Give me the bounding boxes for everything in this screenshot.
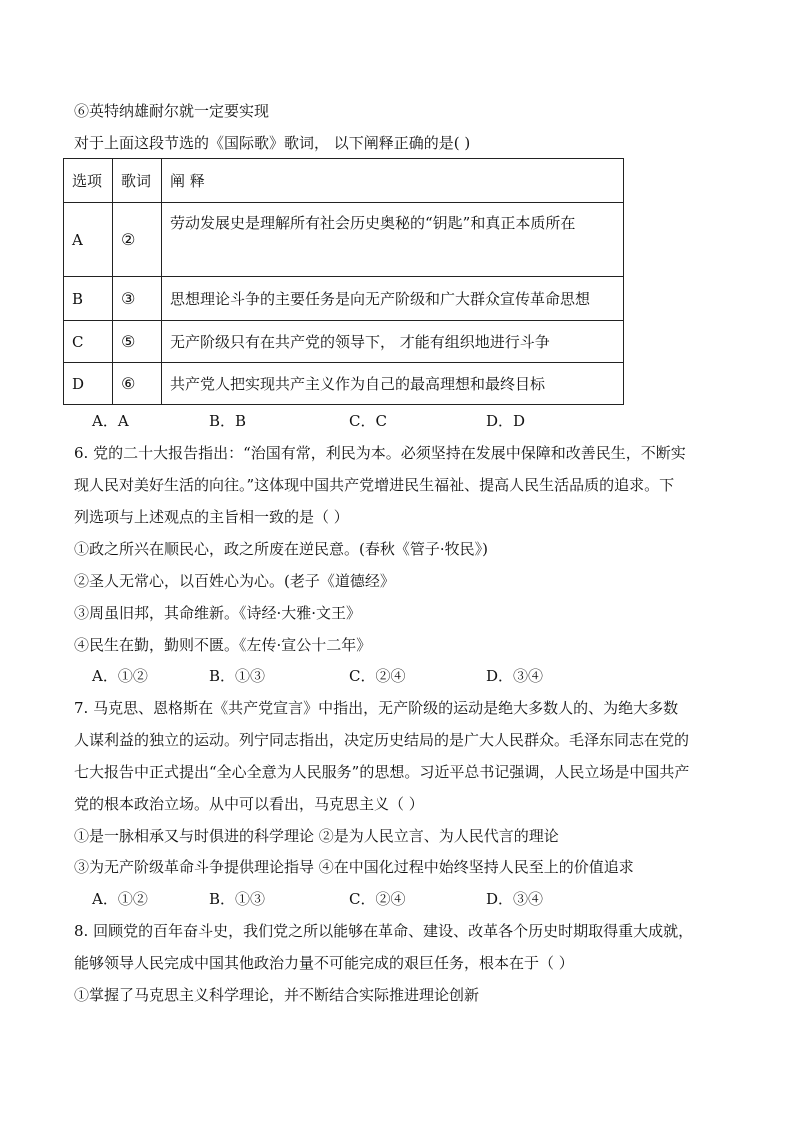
q7-items-line-2: ③为无产阶级革命斗争提供理论指导 ④在中国化过程中始终坚持人民至上的价值追求 [74,858,634,876]
choice-a[interactable]: A．①② [92,890,148,908]
choice-c[interactable]: C．②④ [349,667,406,685]
choice-b[interactable]: B．①③ [209,890,266,908]
q6-item-4: ④民生在勤，勤则不匮。《左传·宣公十二年》 [74,636,372,654]
choice-d[interactable]: D．③④ [486,890,544,908]
q5-item-6: ⑥英特纳雄耐尔就一定要实现 [74,102,270,120]
row-option: C [64,321,113,363]
row-explanation: 思想理论斗争的主要任务是向无产阶级和广大群众宣传革命思想 [162,277,624,321]
table-row [64,321,624,363]
row-lyric: ⑥ [113,363,162,405]
q6-stem-line-3: 列选项与上述观点的主旨相一致的是（ ） [74,508,349,526]
row-explanation: 劳动发展史是理解所有社会历史奥秘的“钥匙”和真正本质所在 [162,203,624,277]
row-explanation: 共产党人把实现共产主义作为自己的最高理想和最终目标 [162,363,624,405]
q6-stem-line-2: 现人民对美好生活的向往。”这体现中国共产党增进民生福祉、提高人民生活品质的追求。下 [74,476,675,494]
q5-stem: 对于上面这段节选的《国际歌》歌词， 以下阐释正确的是( ) [74,134,471,152]
choice-d[interactable]: D．D [486,412,526,430]
table-header-row [64,159,624,203]
q8-stem-line-2: 能够领导人民完成中国其他政治力量不可能完成的艰巨任务，根本在于（ ） [74,954,574,972]
choice-c[interactable]: C．②④ [349,890,406,908]
choice-b[interactable]: B．B [209,412,247,430]
header-option: 选项 [64,159,113,203]
q7-stem-line-3: 七大报告中正式提出“全心全意为人民服务”的思想。习近平总书记强调，人民立场是中国共产 [74,763,690,781]
row-lyric: ⑤ [113,321,162,363]
q8-stem-line-1: 8. 回顾党的百年奋斗史，我们党之所以能够在革命、建设、改革各个历史时期取得重大成就， [74,922,694,940]
row-lyric: ③ [113,277,162,321]
q6-stem-line-1: 6. 党的二十大报告指出：“治国有常，利民为本。必须坚持在发展中保障和改善民生，不断实 [74,444,686,462]
q7-stem-line-2: 人谋利益的独立的运动。列宁同志指出，决定历史结局的是广大人民群众。毛泽东同志在党的 [74,731,690,749]
choice-a[interactable]: A．①② [92,667,148,685]
q6-item-3: ③周虽旧邦，其命维新。《诗经·大雅·文王》 [74,604,362,622]
q7-items-line-1: ①是一脉相承又与时俱进的科学理论 ②是为人民立言、为人民代言的理论 [74,827,559,845]
row-option: D [64,363,113,405]
q7-stem-line-1: 7. 马克思、恩格斯在《共产党宣言》中指出，无产阶级的运动是绝大多数人的、为绝大多数 [74,699,679,717]
row-option: B [64,277,113,321]
row-option: A [64,203,113,277]
header-explanation: 阐 释 [162,159,624,203]
q7-stem-line-4: 党的根本政治立场。从中可以看出，马克思主义（ ） [74,795,424,813]
choice-c[interactable]: C．C [349,412,387,430]
choice-a[interactable]: A．A [92,412,129,430]
q6-item-2: ②圣人无常心，以百姓心为心。(老子《道德经》 [74,572,395,590]
header-lyric: 歌词 [113,159,162,203]
table-row [64,203,624,277]
row-explanation: 无产阶级只有在共产党的领导下， 才能有组织地进行斗争 [162,321,624,363]
row-lyric: ② [113,203,162,277]
table-row [64,363,624,405]
q8-item-1: ①掌握了马克思主义科学理论，并不断结合实际推进理论创新 [74,986,480,1004]
table-row [64,277,624,321]
q6-item-1: ①政之所兴在顺民心，政之所废在逆民意。(春秋《管子·牧民》) [74,540,488,558]
q5-table [63,158,624,405]
choice-d[interactable]: D．③④ [486,667,544,685]
choice-b[interactable]: B．①③ [209,667,266,685]
